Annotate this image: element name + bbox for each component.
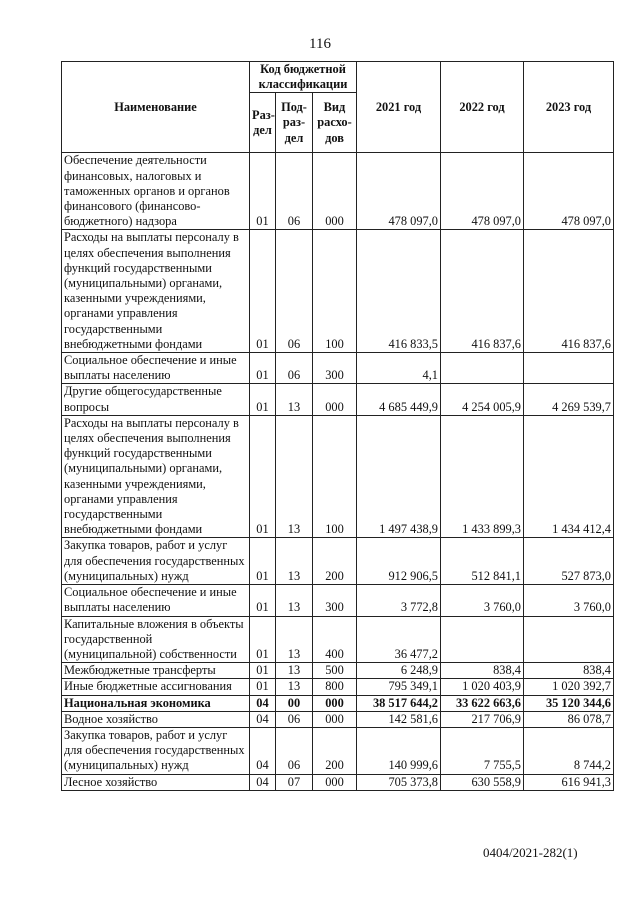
row-value-2021: 4,1 (357, 353, 441, 384)
row-vid-rashodov: 500 (313, 663, 357, 679)
row-podrazdel: 13 (276, 585, 313, 616)
row-name: Водное хозяйство (62, 711, 250, 727)
row-value-2021: 705 373,8 (357, 774, 441, 790)
table-row (62, 384, 614, 415)
row-value-2022 (441, 616, 524, 663)
row-value-2022: 7 755,5 (441, 727, 524, 774)
row-name: Лесное хозяйство (62, 774, 250, 790)
table-row (62, 616, 614, 663)
table-row (62, 727, 614, 774)
row-podrazdel: 06 (276, 711, 313, 727)
row-value-2023: 527 873,0 (524, 538, 614, 585)
row-value-2022: 838,4 (441, 663, 524, 679)
row-value-2022: 1 020 403,9 (441, 679, 524, 695)
table-row (62, 230, 614, 353)
table-row (62, 153, 614, 230)
row-podrazdel: 06 (276, 153, 313, 230)
row-razdel: 01 (250, 353, 276, 384)
table-row (62, 774, 614, 790)
table-body (62, 153, 614, 790)
row-vid-rashodov: 400 (313, 616, 357, 663)
row-vid-rashodov: 000 (313, 695, 357, 711)
row-podrazdel: 06 (276, 727, 313, 774)
row-vid-rashodov: 000 (313, 384, 357, 415)
row-value-2021: 36 477,2 (357, 616, 441, 663)
row-value-2021: 142 581,6 (357, 711, 441, 727)
header-2021: 2021 год (357, 62, 441, 153)
header-name: Наименование (62, 62, 250, 153)
row-value-2022: 512 841,1 (441, 538, 524, 585)
row-razdel: 04 (250, 711, 276, 727)
row-razdel: 04 (250, 727, 276, 774)
header-vid-rashodov: Вид расхо-дов (313, 93, 357, 153)
row-name: Расходы на выплаты персоналу в целях обеспечения выполнения функций государственными (муниципальными) органами, казенными учреждениями, органами управления государственными внебюджетными фондами (62, 230, 250, 353)
row-value-2021: 140 999,6 (357, 727, 441, 774)
row-razdel: 01 (250, 538, 276, 585)
row-podrazdel: 13 (276, 384, 313, 415)
row-value-2023 (524, 616, 614, 663)
budget-table (61, 61, 614, 791)
row-name: Закупка товаров, работ и услуг для обеспечения государственных (муниципальных) нужд (62, 727, 250, 774)
row-value-2021: 912 906,5 (357, 538, 441, 585)
row-razdel: 01 (250, 415, 276, 538)
row-name: Социальное обеспечение и иные выплаты населению (62, 585, 250, 616)
row-podrazdel: 13 (276, 538, 313, 585)
row-value-2021: 3 772,8 (357, 585, 441, 616)
row-podrazdel: 13 (276, 679, 313, 695)
row-name: Расходы на выплаты персоналу в целях обеспечения выполнения функций государственными (муниципальными) органами, казенными учреждениями, органами управления государственными внебюджетными фондами (62, 415, 250, 538)
header-razdel: Раз-дел (250, 93, 276, 153)
row-name: Обеспечение деятельности финансовых, налоговых и таможенных органов и органов финансового (финансово-бюджетного) надзора (62, 153, 250, 230)
row-podrazdel: 07 (276, 774, 313, 790)
table-row (62, 695, 614, 711)
row-razdel: 01 (250, 384, 276, 415)
row-podrazdel: 06 (276, 230, 313, 353)
row-value-2021: 416 833,5 (357, 230, 441, 353)
row-value-2022: 3 760,0 (441, 585, 524, 616)
table-row (62, 585, 614, 616)
row-value-2022: 4 254 005,9 (441, 384, 524, 415)
row-vid-rashodov: 000 (313, 711, 357, 727)
row-value-2023: 4 269 539,7 (524, 384, 614, 415)
table-row (62, 663, 614, 679)
row-value-2023: 8 744,2 (524, 727, 614, 774)
row-podrazdel: 13 (276, 616, 313, 663)
row-value-2022: 33 622 663,6 (441, 695, 524, 711)
row-podrazdel: 06 (276, 353, 313, 384)
row-razdel: 01 (250, 153, 276, 230)
row-value-2022: 1 433 899,3 (441, 415, 524, 538)
row-name: Иные бюджетные ассигнования (62, 679, 250, 695)
table-row (62, 538, 614, 585)
row-value-2021: 1 497 438,9 (357, 415, 441, 538)
page-number: 116 (309, 36, 331, 52)
row-value-2021: 795 349,1 (357, 679, 441, 695)
row-value-2023 (524, 353, 614, 384)
row-value-2023: 838,4 (524, 663, 614, 679)
row-value-2021: 478 097,0 (357, 153, 441, 230)
row-name: Другие общегосударственные вопросы (62, 384, 250, 415)
row-value-2023: 86 078,7 (524, 711, 614, 727)
row-value-2021: 6 248,9 (357, 663, 441, 679)
row-value-2022: 630 558,9 (441, 774, 524, 790)
row-name: Закупка товаров, работ и услуг для обеспечения государственных (муниципальных) нужд (62, 538, 250, 585)
table-row (62, 679, 614, 695)
row-value-2023: 35 120 344,6 (524, 695, 614, 711)
header-code-group: Код бюджетной классификации (250, 62, 357, 93)
row-podrazdel: 13 (276, 415, 313, 538)
row-name: Межбюджетные трансферты (62, 663, 250, 679)
row-value-2023: 616 941,3 (524, 774, 614, 790)
row-vid-rashodov: 100 (313, 415, 357, 538)
row-vid-rashodov: 000 (313, 153, 357, 230)
row-value-2022: 478 097,0 (441, 153, 524, 230)
row-vid-rashodov: 800 (313, 679, 357, 695)
header-2023: 2023 год (524, 62, 614, 153)
row-razdel: 01 (250, 230, 276, 353)
row-name: Национальная экономика (62, 695, 250, 711)
row-vid-rashodov: 100 (313, 230, 357, 353)
document-code: 0404/2021-282(1) (483, 845, 578, 860)
row-value-2022: 217 706,9 (441, 711, 524, 727)
row-value-2023: 478 097,0 (524, 153, 614, 230)
row-podrazdel: 13 (276, 663, 313, 679)
row-value-2023: 1 020 392,7 (524, 679, 614, 695)
header-podrazdel: Под-раз-дел (276, 93, 313, 153)
row-name: Социальное обеспечение и иные выплаты населению (62, 353, 250, 384)
row-vid-rashodov: 000 (313, 774, 357, 790)
row-razdel: 04 (250, 695, 276, 711)
row-value-2023: 3 760,0 (524, 585, 614, 616)
row-value-2022: 416 837,6 (441, 230, 524, 353)
row-vid-rashodov: 300 (313, 353, 357, 384)
row-value-2021: 38 517 644,2 (357, 695, 441, 711)
row-vid-rashodov: 200 (313, 538, 357, 585)
table-row (62, 353, 614, 384)
table-row (62, 711, 614, 727)
row-value-2021: 4 685 449,9 (357, 384, 441, 415)
table-row (62, 415, 614, 538)
row-podrazdel: 00 (276, 695, 313, 711)
row-razdel: 01 (250, 679, 276, 695)
row-value-2023: 416 837,6 (524, 230, 614, 353)
row-value-2022 (441, 353, 524, 384)
row-name: Капитальные вложения в объекты государственной (муниципальной) собственности (62, 616, 250, 663)
header-2022: 2022 год (441, 62, 524, 153)
row-vid-rashodov: 300 (313, 585, 357, 616)
row-vid-rashodov: 200 (313, 727, 357, 774)
row-razdel: 01 (250, 585, 276, 616)
row-razdel: 01 (250, 616, 276, 663)
row-razdel: 04 (250, 774, 276, 790)
row-razdel: 01 (250, 663, 276, 679)
row-value-2023: 1 434 412,4 (524, 415, 614, 538)
